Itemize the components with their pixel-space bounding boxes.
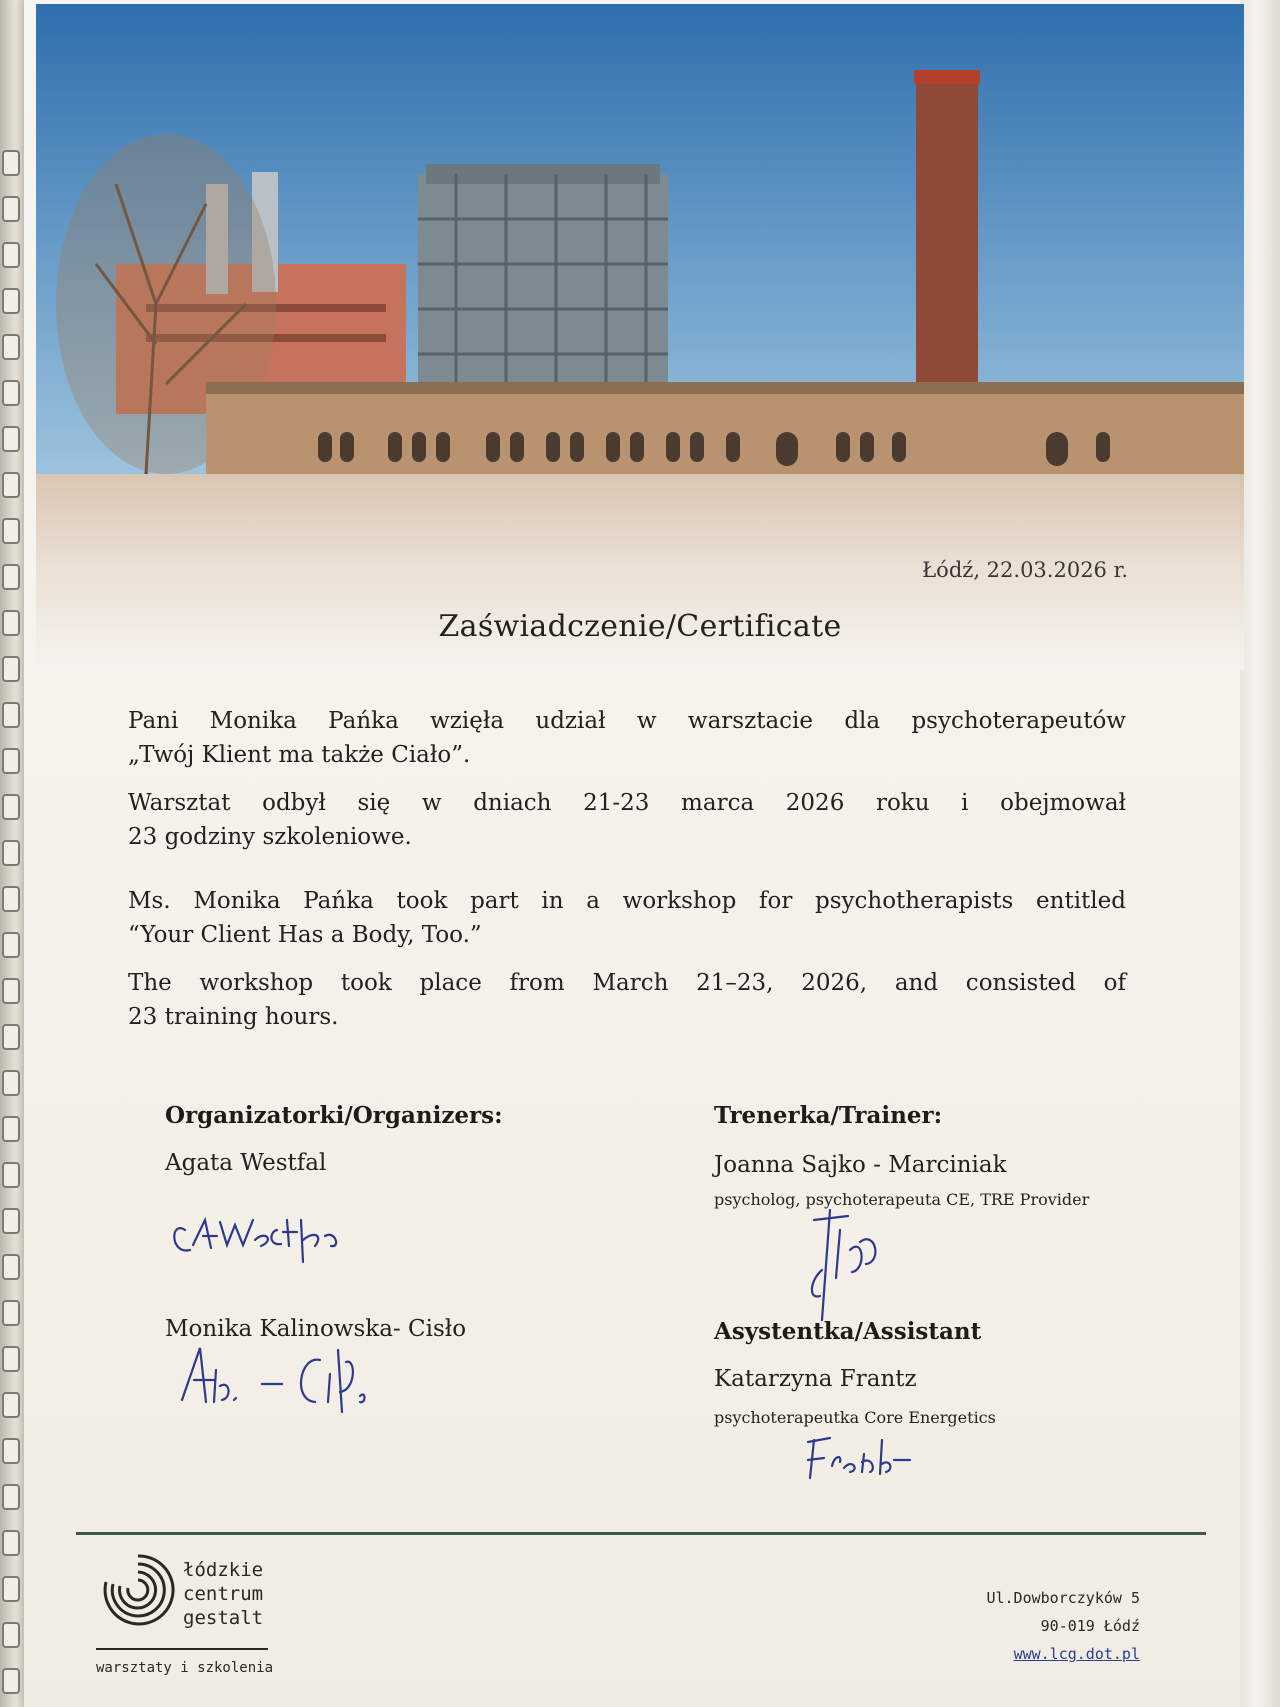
polish-paragraph-2	[128, 786, 1126, 854]
binding-ring	[2, 886, 20, 912]
binding-ring	[2, 702, 20, 728]
binding-ring	[2, 1530, 20, 1556]
binding-ring	[2, 1208, 20, 1234]
logo-divider	[96, 1648, 268, 1650]
footer-rule	[76, 1532, 1206, 1535]
trainer-heading: Trenerka/Trainer:	[714, 1102, 943, 1129]
assistant-role: psychoterapeutka Core Energetics	[714, 1408, 996, 1427]
trainer-name: Joanna Sajko - Marciniak	[714, 1152, 1007, 1178]
binding-ring	[2, 1438, 20, 1464]
organizers-heading: Organizatorki/Organizers:	[165, 1102, 503, 1129]
organizer-signature-2	[170, 1340, 370, 1430]
binding-ring	[2, 1622, 20, 1648]
binding-ring	[2, 288, 20, 314]
certificate-title: Zaświadczenie/Certificate	[438, 609, 842, 644]
binding-ring	[2, 978, 20, 1004]
assistant-signature	[798, 1430, 918, 1490]
assistant-heading: Asystentka/Assistant	[714, 1318, 982, 1345]
binding-ring	[2, 1300, 20, 1326]
organizer-name-2: Monika Kalinowska- Cisło	[165, 1316, 467, 1342]
gestalt-logo-icon	[100, 1552, 176, 1628]
binding-ring	[2, 840, 20, 866]
text-line: Warsztat odbył się w dniach 21-23 marca 2026 roku i obejmował	[128, 790, 1126, 816]
trainer-role: psycholog, psychoterapeuta CE, TRE Provider	[714, 1190, 1090, 1209]
footer-address	[986, 1584, 1140, 1668]
binding-ring	[2, 1346, 20, 1372]
english-paragraph-2	[128, 966, 1126, 1034]
binding-ring	[2, 748, 20, 774]
binding-ring	[2, 794, 20, 820]
trainer-signature	[800, 1200, 900, 1330]
website-link[interactable]: www.lcg.dot.pl	[1013, 1645, 1140, 1663]
logo-line: gestalt	[183, 1607, 264, 1629]
binding-ring	[2, 1162, 20, 1188]
binding-ring	[2, 1576, 20, 1602]
assistant-name: Katarzyna Frantz	[714, 1366, 917, 1392]
text-line: „Twój Klient ma także Ciało”.	[128, 742, 471, 768]
binding-ring	[2, 1484, 20, 1510]
binding-ring	[2, 1116, 20, 1142]
binding-ring	[2, 1070, 20, 1096]
address-city: 90-019 Łódź	[1040, 1617, 1140, 1635]
binding-ring	[2, 1392, 20, 1418]
binding-ring	[2, 472, 20, 498]
text-line: “Your Client Has a Body, Too.”	[128, 922, 482, 948]
binding-ring	[2, 564, 20, 590]
text-line: 23 training hours.	[128, 1004, 339, 1030]
binding-ring	[2, 932, 20, 958]
text-line: Pani Monika Pańka wzięła udział w warsztacie dla psychoterapeutów	[128, 708, 1126, 734]
binding-ring	[2, 1668, 20, 1694]
binding-ring	[2, 518, 20, 544]
issue-date: Łódź, 22.03.2026 r.	[922, 558, 1128, 582]
organizer-signature-1	[165, 1200, 345, 1270]
binding-ring	[2, 334, 20, 360]
spiral-binding	[0, 0, 26, 1707]
logo-line: centrum	[183, 1583, 264, 1605]
binding-ring	[2, 426, 20, 452]
logo-line: łódzkie	[183, 1559, 264, 1581]
binding-ring	[2, 242, 20, 268]
text-line: 23 godziny szkoleniowe.	[128, 824, 412, 850]
text-line: Ms. Monika Pańka took part in a workshop for psychotherapists entitled	[128, 888, 1126, 914]
organizer-name-1: Agata Westfal	[165, 1150, 327, 1176]
logo-tagline: warsztaty i szkolenia	[96, 1660, 274, 1676]
polish-paragraph-1	[128, 704, 1126, 772]
binding-ring	[2, 196, 20, 222]
text-line: The workshop took place from March 21–23, 2026, and consisted of	[128, 970, 1126, 996]
address-street: Ul.Dowborczyków 5	[986, 1589, 1140, 1607]
binding-ring	[2, 1254, 20, 1280]
binding-ring	[2, 150, 20, 176]
binding-ring	[2, 380, 20, 406]
binding-ring	[2, 1024, 20, 1050]
binding-ring	[2, 656, 20, 682]
english-paragraph-1	[128, 884, 1126, 952]
page-edge	[1240, 0, 1280, 1707]
logo-wordmark	[183, 1558, 263, 1630]
